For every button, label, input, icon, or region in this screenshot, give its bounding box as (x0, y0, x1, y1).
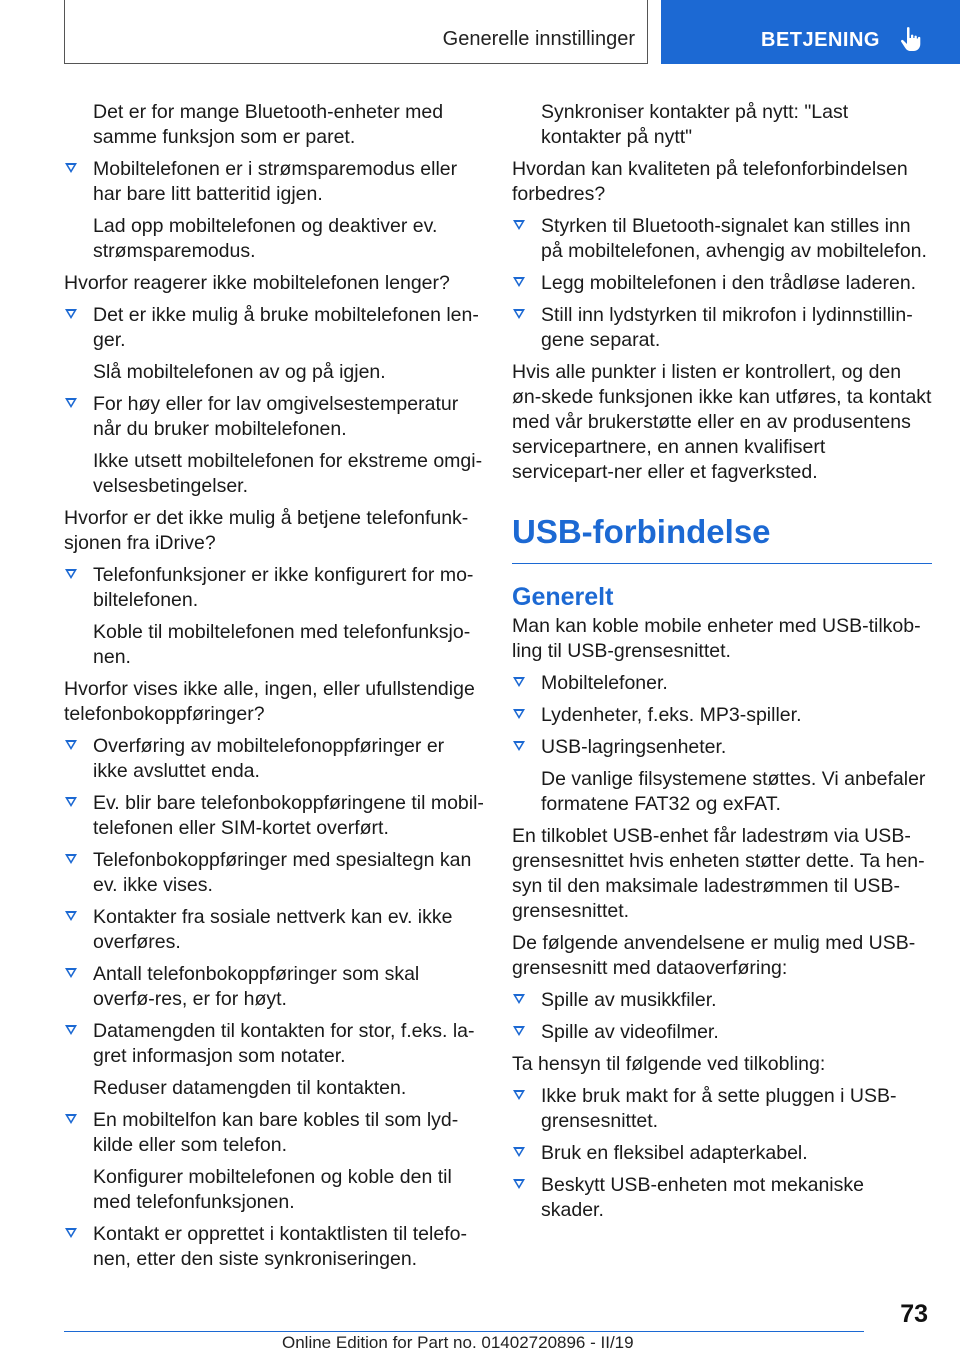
bullet-triangle-icon (513, 741, 525, 751)
instruction: Konfigurer mobiltelefonen og koble den til med telefonfunksjonen. (93, 1166, 452, 1213)
question: Hvorfor vises ikke alle, ingen, eller ufullstendige telefonbokoppføringer? (64, 678, 475, 725)
instruction: Lad opp mobiltelefonen og deaktiver ev. strømsparemodus. (93, 215, 438, 262)
list-item: Still inn lydstyrken til mikrofon i lydinnstillin‐gene separat. (512, 303, 932, 353)
list-item: Antall telefonbokoppføringer som skal overfø‐res, er for høyt. (64, 962, 484, 1012)
bullet-triangle-icon (65, 968, 77, 978)
bullet-triangle-icon (513, 709, 525, 719)
bullet-triangle-icon (513, 1179, 525, 1189)
list-item: For høy eller for lav omgivelsestemperatur når du bruker mobiltelefonen. (64, 392, 484, 442)
bullet-triangle-icon (513, 220, 525, 230)
question: Hvorfor er det ikke mulig å betjene telefonfunk‐sjonen fra iDrive? (64, 507, 469, 554)
list-item: Telefonfunksjoner er ikke konfigurert for mo‐biltelefonen. (64, 563, 484, 613)
bullet-triangle-icon (513, 677, 525, 687)
list-item: USB‐lagringsenheter. (512, 735, 932, 760)
bullet-triangle-icon (65, 1114, 77, 1124)
bullet-triangle-icon (513, 1090, 525, 1100)
list-item: En mobiltelfon kan bare kobles til som lyd‐kilde eller som telefon. (64, 1108, 484, 1158)
list-item: Bruk en fleksibel adapterkabel. (512, 1141, 932, 1166)
list-item: Lydenheter, f.eks. MP3‐spiller. (512, 703, 932, 728)
list-item: Styrken til Bluetooth‐signalet kan stilles inn på mobiltelefonen, avhengig av mobiltelefon. (512, 214, 932, 264)
section-heading: USB‐forbindelse (512, 513, 771, 550)
paragraph: Ta hensyn til følgende ved tilkobling: (512, 1053, 826, 1075)
paragraph: De følgende anvendelsene er mulig med USB‐grensesnitt med dataoverføring: (512, 932, 916, 979)
bullet-triangle-icon (513, 309, 525, 319)
bullet-triangle-icon (65, 854, 77, 864)
chapter-tab-label: BETJENING (761, 29, 880, 51)
bullet-triangle-icon (65, 309, 77, 319)
list-item: Ikke bruk makt for å sette pluggen i USB‐grensesnittet. (512, 1084, 932, 1134)
bullet-triangle-icon (65, 1228, 77, 1238)
list-item: Overføring av mobiltelefonoppføringer er ikke avsluttet enda. (64, 734, 484, 784)
list-item: Ev. blir bare telefonbokoppføringene til mobil‐telefonen eller SIM‐kortet overført. (64, 791, 484, 841)
paragraph: En tilkoblet USB‐enhet får ladestrøm via USB‐grensesnittet hvis enheten støtter dette. Ta hen‐syn til den maksimale ladestrømmen til USB‐grensesnittet. (512, 825, 925, 922)
bullet-triangle-icon (65, 163, 77, 173)
bullet-triangle-icon (65, 1025, 77, 1035)
bullet-triangle-icon (513, 277, 525, 287)
paragraph: Hvis alle punkter i listen er kontrollert, og den øn‐skede funksjonen ikke kan utføres, ta kontakt med vår brukerstøtte eller en av produsentens servicepartnere, en annen kvalifisert servicepart‐ner eller et fagverksted. (512, 361, 932, 483)
footer-edition: Online Edition for Part no. 01402720896 - II/19 (282, 1333, 634, 1352)
bullet-triangle-icon (65, 569, 77, 579)
heading-divider (512, 563, 932, 564)
question: Hvordan kan kvaliteten på telefonforbindelsen forbedres? (512, 158, 908, 205)
footer-divider (64, 1331, 864, 1332)
instruction: Koble til mobiltelefonen med telefonfunksjo‐nen. (93, 621, 471, 668)
left-column (64, 100, 484, 1279)
list-item: Spille av musikkfiler. (512, 988, 932, 1013)
section-title: Generelle innstillinger (442, 28, 635, 50)
list-item: Mobiltelefonen er i strømsparemodus eller har bare litt batteritid igjen. (64, 157, 484, 207)
bullet-triangle-icon (65, 911, 77, 921)
right-column (512, 100, 932, 1230)
instruction: Synkroniser kontakter på nytt: "Last kontakter på nytt" (541, 101, 849, 148)
instruction: Det er for mange Bluetooth‐enheter med samme funksjon som er paret. (93, 101, 444, 148)
hand-pointer-icon (899, 26, 923, 57)
chapter-tab[interactable] (661, 0, 960, 64)
list-item: Kontakter fra sosiale nettverk kan ev. ikke overføres. (64, 905, 484, 955)
list-item: Det er ikke mulig å bruke mobiltelefonen len‐ger. (64, 303, 484, 353)
bullet-triangle-icon (513, 1026, 525, 1036)
list-item: Beskytt USB‐enheten mot mekaniske skader. (512, 1173, 932, 1223)
bullet-triangle-icon (513, 1147, 525, 1157)
list-item: Datamengden til kontakten for stor, f.eks. la‐gret informasjon som notater. (64, 1019, 484, 1069)
bullet-triangle-icon (65, 740, 77, 750)
page-number: 73 (900, 1300, 928, 1328)
instruction: Slå mobiltelefonen av og på igjen. (93, 361, 386, 383)
list-item: Spille av videofilmer. (512, 1020, 932, 1045)
instruction: Reduser datamengden til kontakten. (93, 1077, 407, 1099)
list-item: Legg mobiltelefonen i den trådløse laderen. (512, 271, 932, 296)
list-item: Mobiltelefoner. (512, 671, 932, 696)
bullet-triangle-icon (513, 994, 525, 1004)
instruction: De vanlige filsystemene støttes. Vi anbefaler formatene FAT32 og exFAT. (541, 768, 926, 815)
subsection-heading: Generelt (512, 583, 614, 611)
list-item: Kontakt er opprettet i kontaktlisten til telefo‐nen, etter den siste synkroniseringen. (64, 1222, 484, 1272)
header-section-box (64, 0, 648, 64)
bullet-triangle-icon (65, 398, 77, 408)
instruction: Ikke utsett mobiltelefonen for ekstreme omgi‐velsesbetingelser. (93, 450, 483, 497)
paragraph: Man kan koble mobile enheter med USB‐tilkob‐ling til USB‐grensesnittet. (512, 615, 921, 662)
bullet-triangle-icon (65, 797, 77, 807)
list-item: Telefonbokoppføringer med spesialtegn kan ev. ikke vises. (64, 848, 484, 898)
question: Hvorfor reagerer ikke mobiltelefonen lenger? (64, 272, 450, 294)
